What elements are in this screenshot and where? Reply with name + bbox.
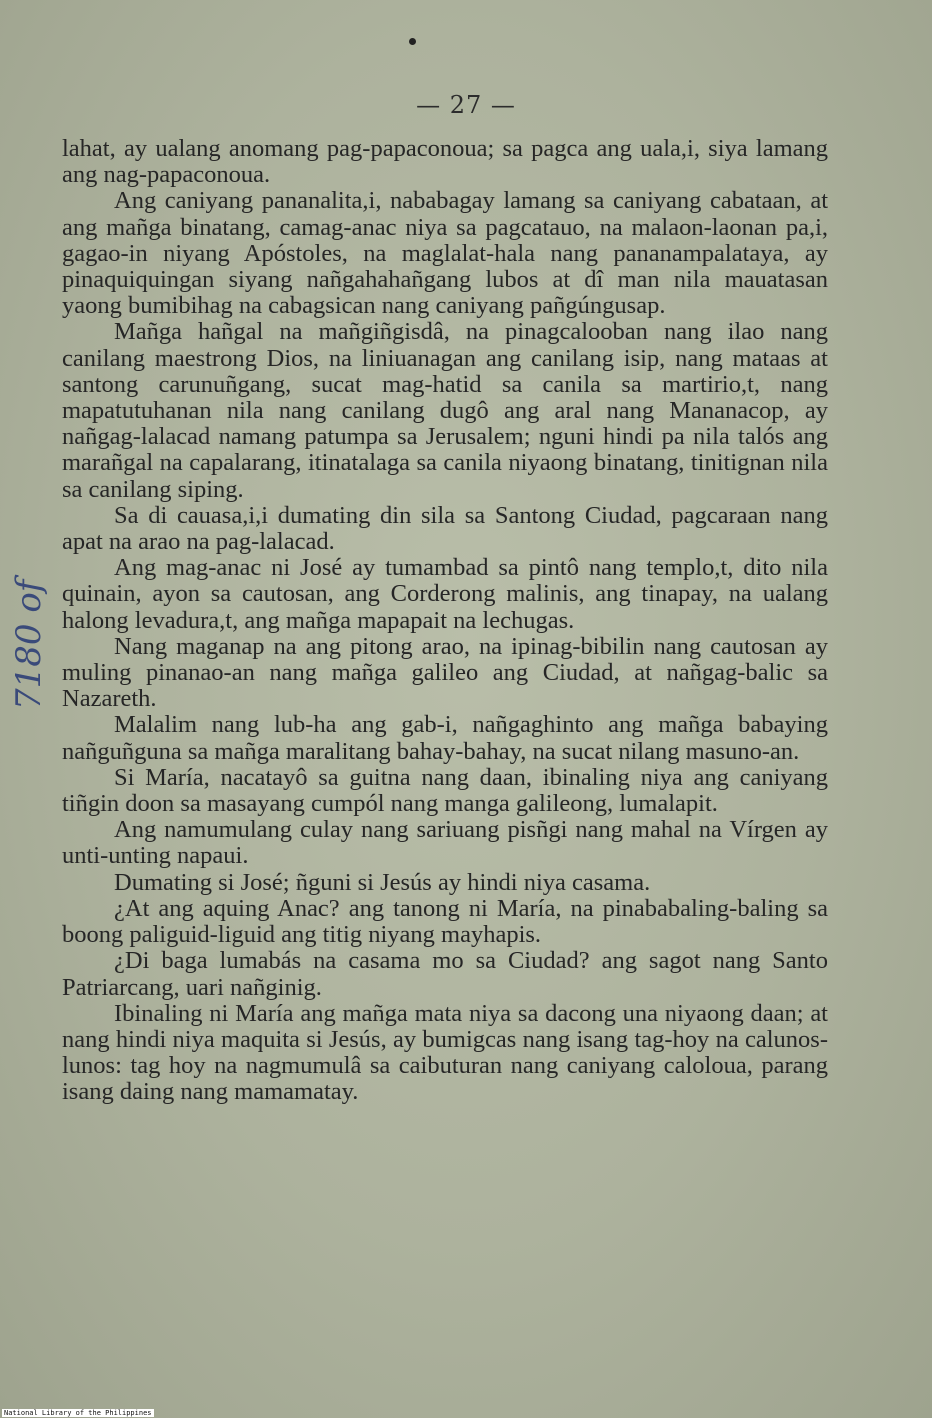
paragraph: ¿Di baga lumabás na casama mo sa Ciudad? ang sagot nang Santo Patriarcang, uari nañginig. — [62, 947, 828, 1001]
paragraph: Nang maganap na ang pitong arao, na ipinag-bibilin nang cautosan ay muling pinanao-an nang mañga galileo ang Ciudad, at nañgag-balic sa Nazareth. — [62, 632, 828, 713]
paragraph: Sa di cauasa,i,i dumating din sila sa Santong Ciudad, pagcaraan nang apat na arao na pag-lalacad. — [62, 501, 828, 556]
paragraph: Ibinaling ni María ang mañga mata niya sa dacong una niyaong daan; at nang hindi niya maquita si Jesús, ay bumigcas nang isang tag-hoy na calunos-lunos: tag hoy na nagmumulâ sa caibuturan nang caniyang caloloua, parang isang daing nang mamamatay. — [62, 999, 828, 1106]
paragraph: Malalim nang lub-ha ang gab-i, nañgaghinto ang mañga babaying nañguñguna sa mañga maralitang bahay-bahay, na sucat nilang masuno-an. — [62, 711, 828, 765]
paragraph: Ang namumulang culay nang sariuang pisñgi nang mahal na Vírgen ay unti-unting napaui. — [62, 816, 828, 870]
paragraph: ¿At ang aquing Anac? ang tanong ni María, na pinababaling-baling sa boong paliguid-liguid ang titig niyang mayhapis. — [62, 894, 828, 949]
paragraph: Ang mag-anac ni José ay tumambad sa pintô nang templo,t, dito nila quinain, ayon sa cautosan, ang Corderong malinis, ang tinapay, na ualang halong levadura,t, ang mañga mapapait na lechugas. — [62, 554, 828, 634]
paragraph: Si María, nacatayô sa guitna nang daan, ibinaling niya ang caniyang tiñgin doon sa masayang cumpól nang manga galileong, lumalapit. — [62, 763, 828, 818]
ink-dot — [409, 38, 416, 45]
body-text — [62, 136, 828, 1106]
paragraph: Mañga hañgal na mañgiñgisdâ, na pinagcalooban nang ilao nang canilang maestrong Dios, na liniuanagan ang canilang isip, nang mataas at santong carunuñgang, sucat mag-hatid sa canila sa martirio,t, nang mapatutuhanan nila nang canilang dugô ang aral nang Mananacop, ay nañgag-lalacad namang patumpa sa Jerusalem; nguni hindi pa nila talós ang marañgal na capalarang, itinatalaga sa canila niyaong binatang, tinitignan nila sa canilang siping. — [62, 318, 828, 503]
paragraph: lahat, ay ualang anomang pag-papaconoua; sa pagca ang uala,i, siya lamang ang nag-papaconoua. — [62, 135, 828, 189]
library-credit: National Library of the Philippines — [4, 1409, 152, 1417]
handwritten-marginalia: 7180 of — [9, 579, 49, 711]
paragraph: Dumating si José; ñguni si Jesús ay hindi niya casama. — [114, 868, 651, 896]
page-number: — 27 — — [416, 91, 516, 119]
paragraph: Ang caniyang pananalita,i, nababagay lamang sa caniyang cabataan, at ang mañga binatang, camag-anac niya sa pagcatauo, na malaon-laonan pa,i, gagao-in niyang Apóstoles, na maglalat-hala nang pananampalataya, ay pinaquiquingan siyang nañgahahañgang lubos at dî man nila mauatasan yaong bumibihag na cabagsican nang caniyang pañgúngusap. — [62, 187, 828, 320]
